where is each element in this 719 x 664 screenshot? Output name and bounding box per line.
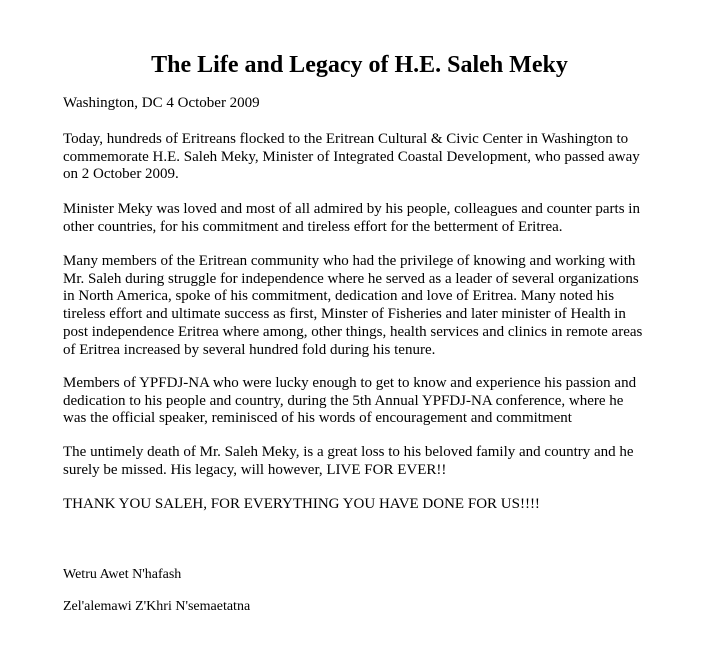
paragraph-line: Members of YPFDJ-NA who were lucky enough to get to know and experience his passion and [63,375,637,391]
paragraph-line: The untimely death of Mr. Saleh Meky, is a great loss to his beloved family and country and he [63,444,634,460]
paragraph-line: Minister Meky was loved and most of all admired by his people, colleagues and counter parts in [63,201,640,217]
signature-line-1: Wetru Awet N'hafash [63,567,182,582]
paragraph-line: on 2 October 2009. [63,166,179,183]
paragraph-5 [63,444,703,479]
paragraph-line: dedication to his people and country, during the 5th Annual YPFDJ-NA conference, where he [63,392,624,409]
paragraph-line: commemorate H.E. Saleh Meky, Minister of Integrated Coastal Development, who passed away [63,148,640,165]
document-title: The Life and Legacy of H.E. Saleh Meky [151,52,568,78]
paragraph-line: tireless effort and ultimate success as first, Minster of Fisheries and later minister of Health in [63,306,626,323]
paragraph-line: surely be missed. His legacy, will however, LIVE FOR EVER!! [63,461,447,478]
paragraph-line: post independence Eritrea where among, other things, health services and clinics in remote areas [63,323,643,340]
paragraph-2 [63,201,703,236]
paragraph-line: other countries, for his commitment and tireless effort for the betterment of Eritrea. [63,218,563,235]
dateline: Washington, DC 4 October 2009 [63,95,260,111]
paragraph-line: Mr. Saleh during struggle for independence where he served as a leader of several organizations [63,270,639,287]
paragraph-3 [63,253,703,359]
paragraph-1 [63,131,703,184]
paragraph-line: of Eritrea increased by several hundred fold during his tenure. [63,341,436,358]
closing-line: THANK YOU SALEH, FOR EVERYTHING YOU HAVE DONE FOR US!!!! [63,496,540,512]
paragraph-line: was the official speaker, reminisced of his words of encouragement and commitment [63,410,572,427]
paragraph-line: Today, hundreds of Eritreans flocked to the Eritrean Cultural & Civic Center in Washington to [63,131,629,147]
paragraph-line: Many members of the Eritrean community who had the privilege of knowing and working with [63,253,636,269]
paragraph-line: in North America, spoke of his commitment, dedication and love of Eritrea. Many noted his [63,288,615,305]
signature-line-2: Zel'alemawi Z'Khri N'semaetatna [63,599,251,614]
paragraph-4 [63,375,703,428]
